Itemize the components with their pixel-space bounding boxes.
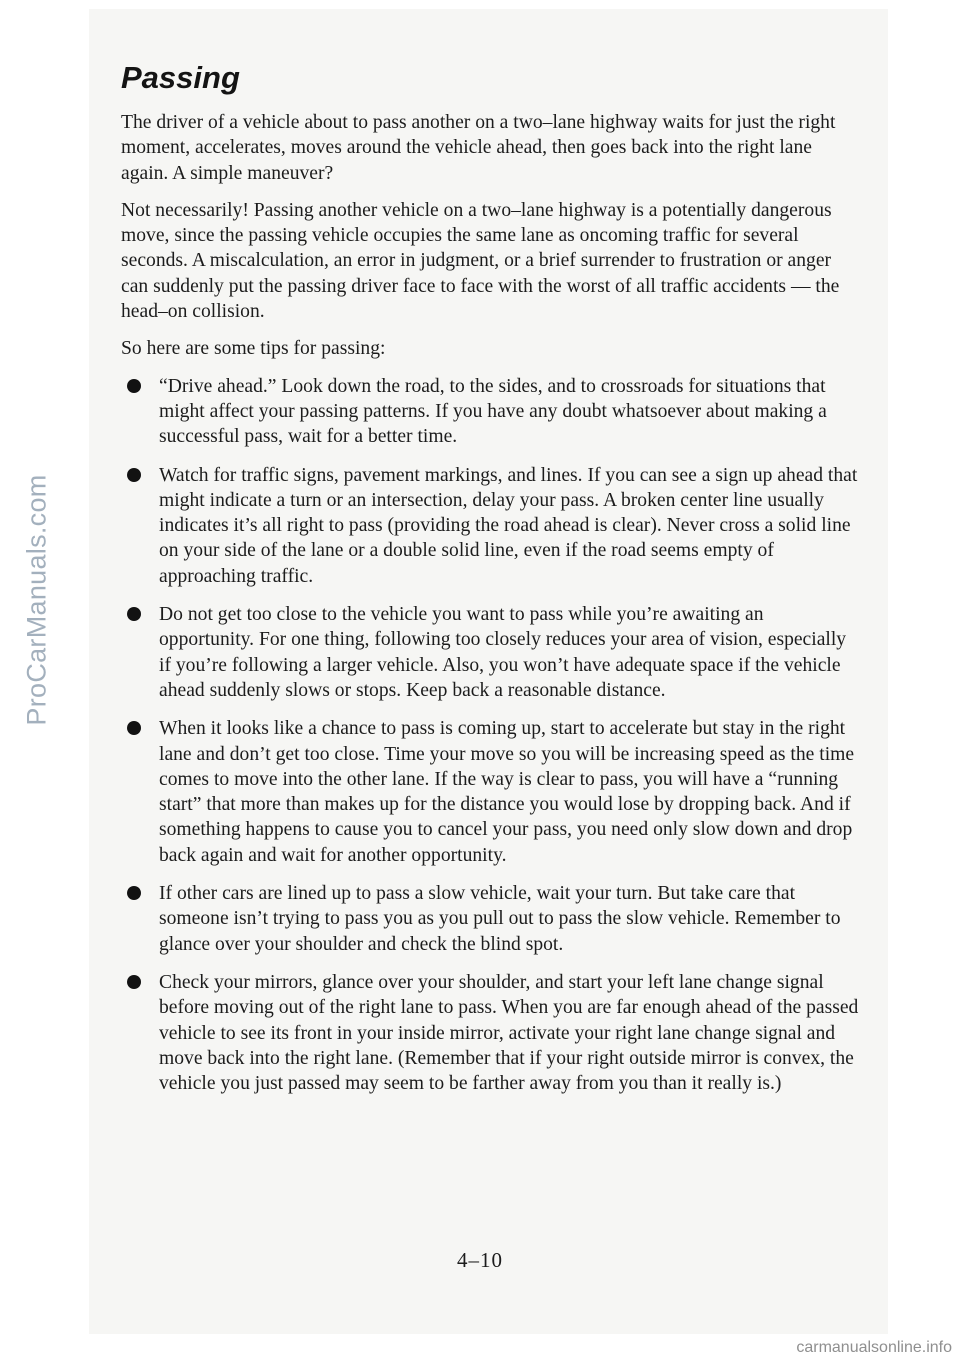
bullet-icon: [127, 379, 141, 393]
tip-item: [121, 881, 861, 957]
tip-item: [121, 463, 861, 589]
tip-text: When it looks like a chance to pass is coming up, start to accelerate but stay in the right lane and don’t get too close. Time your move so you will be increasing speed as the time comes to move into the other lane. If the way is clear to pass, you will have a “running start” that more than makes up for the distance you would lose by dropping back. And if something happens to cause you to cancel your pass, you need only slow down and drop back again and wait for another opportunity.: [159, 718, 855, 866]
tips-list: [121, 374, 861, 1097]
intro-paragraph: The driver of a vehicle about to pass another on a two–lane highway waits for just the right moment, accelerates, moves around the vehicle ahead, then goes back into the right lane again. A simple maneuver?: [121, 112, 836, 184]
tip-text: Do not get too close to the vehicle you want to pass while you’re awaiting an opportunity. For one thing, following too closely reduces your area of vision, especially if you’re following a larger vehicle. Also, you won’t have adequate space if the vehicle ahead suddenly slows or stops. Keep back a reasonable distance.: [159, 604, 847, 701]
body-text: [121, 110, 861, 1109]
tip-text: Watch for traffic signs, pavement markings, and lines. If you can see a sign up ahead that might indicate a turn or an intersection, delay your pass. A broken center line usually indicates it’s all right to pass (providing the road ahead is clear). Never cross a solid line on your side of the lane or a double solid line, even if the road seems empty of approaching traffic.: [159, 464, 858, 587]
tip-text: “Drive ahead.” Look down the road, to the sides, and to crossroads for situations that might affect your passing patterns. If you have any doubt whatsoever about making a successful pass, wait for a better time.: [159, 375, 827, 448]
bullet-icon: [127, 721, 141, 735]
tip-item: [121, 970, 861, 1096]
bullet-icon: [127, 975, 141, 989]
footer-watermark: carmanualsonline.info: [796, 1339, 952, 1356]
side-watermark: [0, 0, 75, 1363]
bullet-icon: [127, 886, 141, 900]
tip-item: [121, 374, 861, 450]
warning-paragraph: Not necessarily! Passing another vehicle on a two–lane highway is a potentially dangerous move, since the passing vehicle occupies the same lane as oncoming traffic for several seconds. A miscalculation, an error in judgment, or a brief surrender to frustration or anger can suddenly put the passing driver face to face with the worst of all traffic accidents — the head–on collision.: [121, 199, 840, 323]
side-watermark-text: ProCarManuals.com: [21, 474, 52, 726]
page-number: 4–10: [457, 1248, 503, 1272]
bullet-icon: [127, 468, 141, 482]
tips-intro-paragraph: So here are some tips for passing:: [121, 338, 386, 360]
tip-item: [121, 716, 861, 868]
tip-text: Check your mirrors, glance over your shoulder, and start your left lane change signal before moving out of the right lane to pass. When you are far enough ahead of the passed vehicle to see its front in your inside mirror, activate your right lane change signal and move back into the right lane. (Remember that if your right outside mirror is convex, the vehicle you just passed may seem to be farther away from you than it really is.): [159, 971, 859, 1095]
bullet-icon: [127, 607, 141, 621]
tip-text: If other cars are lined up to pass a slow vehicle, wait your turn. But take care that someone isn’t trying to pass you as you pull out to pass the slow vehicle. Remember to glance over your shoulder and check the blind spot.: [159, 883, 841, 955]
tip-item: [121, 602, 861, 703]
section-heading: Passing: [121, 60, 240, 95]
